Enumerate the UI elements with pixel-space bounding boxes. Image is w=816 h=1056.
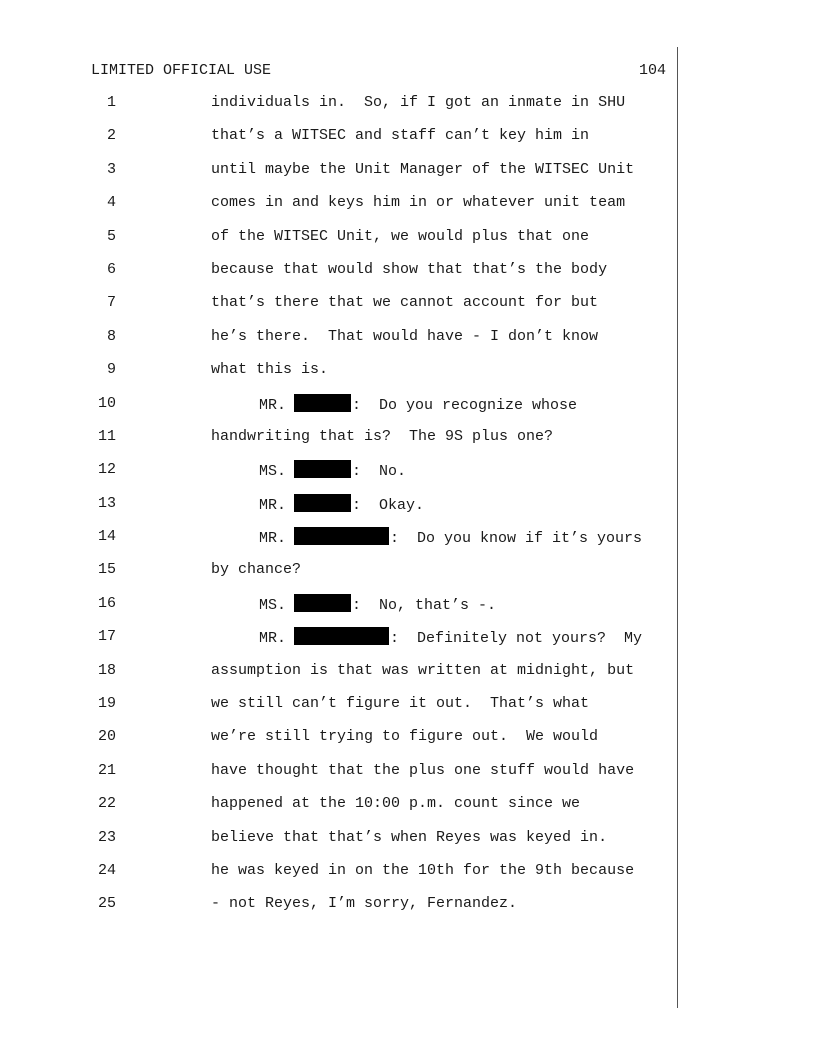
right-margin-rule: [677, 47, 678, 1008]
transcript-line: [0, 193, 676, 226]
line-text: that’s a WITSEC and staff can’t key him in: [211, 127, 590, 145]
line-text: he’s there. That would have - I don’t know: [211, 327, 599, 345]
line-number: 19: [97, 695, 116, 713]
line-number: 14: [97, 528, 116, 546]
line-text: - not Reyes, I’m sorry, Fernandez.: [211, 895, 518, 913]
transcript-line: [0, 460, 676, 493]
speaker-line: [259, 594, 496, 616]
transcript-line: [0, 394, 676, 427]
line-number: 13: [97, 494, 116, 512]
page-number: 104: [638, 62, 666, 79]
speaker-line: [259, 394, 577, 416]
line-number: 8: [106, 327, 116, 345]
line-number: 1: [106, 94, 116, 111]
speaker-title: MS.: [259, 596, 287, 614]
spoken-text: : Do you know if it’s yours: [390, 530, 643, 548]
line-number: 3: [106, 160, 116, 178]
redacted-name: [294, 394, 351, 412]
line-text: until maybe the Unit Manager of the WITSEC Unit: [211, 160, 635, 178]
spoken-text: : Okay.: [352, 496, 425, 514]
classification-header: LIMITED OFFICIAL USE: [91, 62, 272, 79]
line-text: assumption is that was written at midnight, but: [211, 661, 635, 679]
line-number: 18: [97, 661, 116, 679]
spoken-text: : No.: [352, 463, 407, 481]
redacted-name: [294, 627, 389, 645]
speaker-title: MR.: [259, 396, 287, 414]
transcript-line: [0, 794, 676, 827]
line-number: 4: [106, 194, 116, 212]
line-text: we’re still trying to figure out. We would: [211, 728, 599, 746]
line-number: 6: [106, 260, 116, 278]
transcript-line: [0, 894, 676, 927]
line-text: handwriting that is? The 9S plus one?: [211, 427, 554, 445]
transcript-line: [0, 661, 676, 694]
transcript-line: [0, 627, 676, 660]
transcript-line: [0, 360, 676, 393]
speaker-line: [259, 527, 642, 549]
transcript-lines: [0, 93, 676, 928]
transcript-line: [0, 327, 676, 360]
speaker-line: [259, 627, 642, 649]
transcript-line: [0, 260, 676, 293]
line-number: 11: [97, 427, 116, 445]
line-text: of the WITSEC Unit, we would plus that one: [211, 227, 590, 245]
speaker-line: [259, 494, 424, 516]
speaker-title: MR.: [259, 530, 287, 548]
speaker-title: MS.: [259, 463, 287, 481]
redacted-name: [294, 494, 351, 512]
transcript-line: [0, 828, 676, 861]
line-text: believe that that’s when Reyes was keyed in.: [211, 828, 608, 846]
line-number: 16: [97, 594, 116, 612]
spoken-text: : Do you recognize whose: [352, 396, 578, 414]
speaker-line: [259, 460, 406, 482]
line-text: what this is.: [211, 361, 329, 379]
redacted-name: [294, 460, 351, 478]
line-text: individuals in. So, if I got an inmate in SHU: [211, 94, 626, 111]
redacted-name: [294, 527, 389, 545]
line-text: we still can’t figure it out. That’s what: [211, 695, 590, 713]
line-number: 24: [97, 861, 116, 879]
transcript-line: [0, 227, 676, 260]
transcript-line: [0, 93, 676, 126]
line-number: 17: [97, 628, 116, 646]
transcript-line: [0, 527, 676, 560]
spoken-text: : Definitely not yours? My: [390, 630, 643, 648]
transcript-line: [0, 494, 676, 527]
line-text: because that would show that that’s the body: [211, 260, 608, 278]
line-number: 10: [97, 394, 116, 412]
line-number: 15: [97, 561, 116, 579]
redacted-name: [294, 594, 351, 612]
line-number: 20: [97, 728, 116, 746]
spoken-text: : No, that’s -.: [352, 596, 497, 614]
transcript-line: [0, 594, 676, 627]
line-number: 22: [97, 795, 116, 813]
transcript-line: [0, 861, 676, 894]
line-number: 12: [97, 461, 116, 479]
speaker-title: MR.: [259, 496, 287, 514]
line-text: he was keyed in on the 10th for the 9th because: [211, 861, 635, 879]
speaker-title: MR.: [259, 630, 287, 648]
line-number: 7: [106, 294, 116, 312]
transcript-line: [0, 427, 676, 460]
line-text: have thought that the plus one stuff would have: [211, 761, 635, 779]
line-number: 5: [106, 227, 116, 245]
transcript-line: [0, 160, 676, 193]
line-text: that’s there that we cannot account for but: [211, 294, 599, 312]
line-text: by chance?: [211, 561, 302, 579]
transcript-line: [0, 727, 676, 760]
transcript-line: [0, 694, 676, 727]
line-text: happened at the 10:00 p.m. count since we: [211, 795, 581, 813]
line-number: 23: [97, 828, 116, 846]
line-number: 2: [106, 127, 116, 145]
line-number: 25: [97, 895, 116, 913]
line-text: comes in and keys him in or whatever unit team: [211, 194, 626, 212]
transcript-line: [0, 560, 676, 593]
line-number: 9: [106, 361, 116, 379]
transcript-line: [0, 293, 676, 326]
transcript-line: [0, 126, 676, 159]
transcript-line: [0, 761, 676, 794]
line-number: 21: [97, 761, 116, 779]
